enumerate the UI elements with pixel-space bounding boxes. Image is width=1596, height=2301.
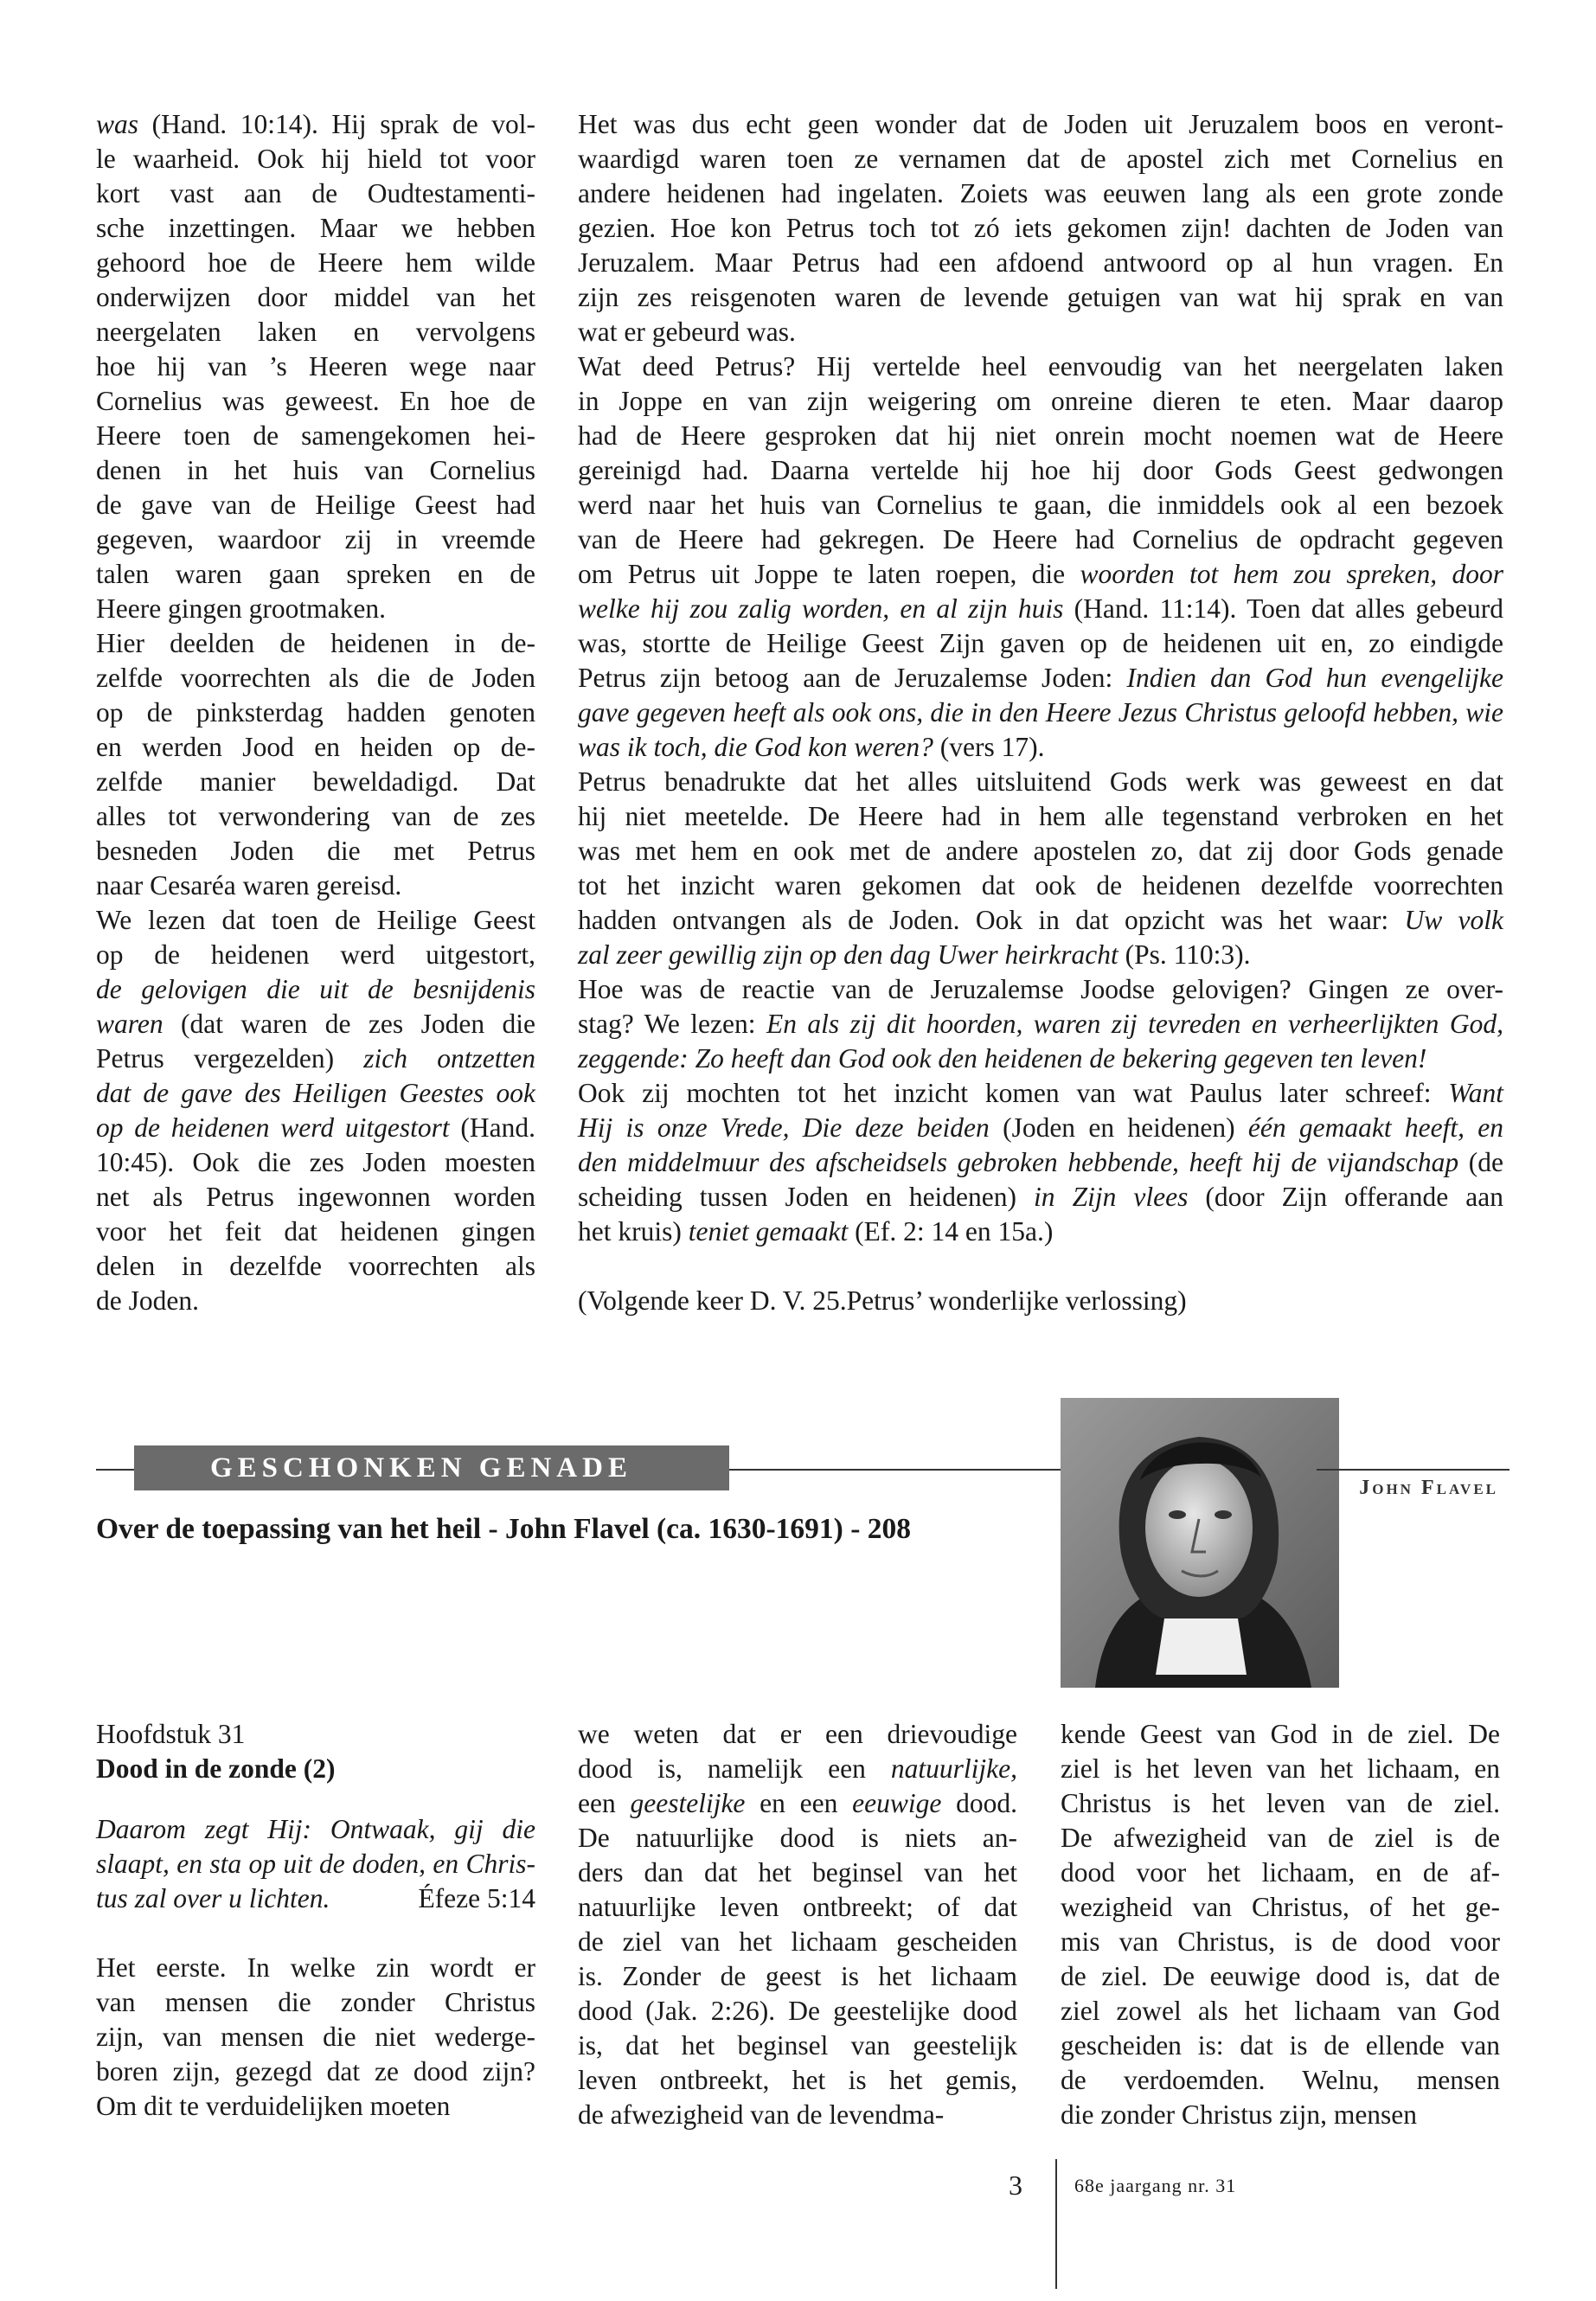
body-text: andere heidenen had ingelaten. Zoiets was eeuwen lang als een grote zonde (578, 178, 1503, 208)
body-text: is. Zonder de geest is het lichaam (578, 1961, 1017, 1991)
text-line (578, 765, 1503, 799)
body-text: van mensen die zonder Christus (96, 1987, 535, 2017)
italic-quote-text: eeuwige (852, 1788, 942, 1818)
text-line (96, 1951, 535, 1985)
body-text: Heere toen de samengekomen hei- (96, 420, 535, 451)
italic-quote-text: welke hij zou zalig worden, en al zijn huis (578, 593, 1064, 624)
body-text: voor het feit dat heidenen gingen (96, 1216, 535, 1247)
footer-divider (1055, 2159, 1057, 2289)
text-line (578, 142, 1503, 176)
italic-quote-text: de gelovigen die uit de besnijdenis (96, 974, 535, 1004)
text-line (578, 2098, 1017, 2132)
body-text: stag? We lezen: (578, 1009, 766, 1039)
body-text: het kruis) (578, 1216, 689, 1247)
text-line (96, 1076, 535, 1111)
body-text: (Joden en heidenen) (989, 1112, 1248, 1143)
body-text: De natuurlijke dood is niets an- (578, 1823, 1017, 1853)
text-line (96, 799, 535, 834)
italic-quote-text: Hij is onze Vrede, Die deze beiden (578, 1112, 990, 1143)
chapter-label: Hoofdstuk 31 (96, 1719, 246, 1749)
paragraph (578, 1717, 1017, 2132)
text-line (96, 2020, 535, 2054)
body-text: Petrus vergezelden) (96, 1043, 364, 1074)
text-line (578, 695, 1503, 730)
issue-label: 68e jaargang nr. 31 (1074, 2175, 1237, 2196)
continued-article-right-column (578, 107, 1503, 1318)
text-line (96, 868, 535, 903)
paragraph (578, 107, 1503, 349)
text-line (578, 1215, 1503, 1249)
text-line (96, 557, 535, 592)
body-text: van de Heere had gekregen. De Heere had Cornelius de opdracht gegeven (578, 524, 1503, 554)
text-line (578, 211, 1503, 246)
body-text: Ook zij mochten tot het inzicht komen van wat Paulus later schreef: (578, 1078, 1449, 1108)
body-text: de ziel. De eeuwige dood is, dat de (1061, 1961, 1500, 1991)
body-text: 10:45). Ook die zes Joden moesten (96, 1147, 535, 1177)
text-line (578, 1752, 1017, 1786)
body-text: kort vast aan de Oudtestamenti- (96, 178, 535, 208)
text-line (96, 1145, 535, 1180)
body-text: de gave van de Heilige Geest had (96, 490, 535, 520)
body-text: in Joppe en van zijn weigering om onreine dieren te eten. Maar daarop (578, 386, 1503, 416)
body-text: Het eerste. In welke zin wordt er (96, 1952, 535, 1983)
body-text: de Joden. (96, 1285, 199, 1316)
body-text: ziel zowel als het lichaam van God (1061, 1996, 1500, 2026)
text-line (578, 280, 1503, 315)
epigraph-reference: Éfeze 5:14 (418, 1883, 535, 1913)
body-text: delen in dezelfde voorrechten als (96, 1251, 535, 1281)
text-line (96, 107, 535, 142)
body-text: is, dat het beginsel van geestelijk (578, 2030, 1017, 2061)
text-line (96, 176, 535, 211)
text-line (96, 1007, 535, 1042)
text-line (96, 1180, 535, 1215)
body-text: hij niet meetelde. De Heere had in hem alle tegenstand verbroken en het (578, 801, 1503, 831)
text-line (578, 972, 1503, 1007)
body-text: (de (1458, 1147, 1503, 1177)
epigraph-quote (96, 1812, 535, 1916)
text-line (578, 384, 1503, 419)
text-line (96, 972, 535, 1007)
body-text: le waarheid. Ook hij hield tot voor (96, 144, 535, 174)
text-line (96, 349, 535, 384)
body-text: een (578, 1788, 631, 1818)
body-text: (dat waren de zes Joden die (163, 1009, 535, 1039)
body-text: scheiding tussen Joden en heidenen) (578, 1182, 1035, 1212)
body-text: naar Cesaréa waren gereisd. (96, 870, 402, 901)
body-text: wezigheid van Christus, of het ge- (1061, 1892, 1500, 1922)
body-text: ders dan dat het beginsel van het (578, 1857, 1017, 1888)
italic-quote-text: was ik toch, die God kon weren? (578, 732, 933, 762)
text-line (96, 938, 535, 972)
paragraph (578, 972, 1503, 1076)
italic-quote-text: Indien dan God hun evengelijke (1126, 663, 1503, 693)
body-text: ziel is het leven van het lichaam, en (1061, 1753, 1500, 1784)
text-line (578, 1959, 1017, 1994)
author-portrait (1061, 1398, 1339, 1688)
epigraph-line: slaapt, en sta op uit de doden, en Chris- (96, 1849, 535, 1879)
body-text: denen in het huis van Cornelius (96, 455, 535, 485)
body-text: Het was dus echt geen wonder dat de Joden uit Jeruzalem boos en veront- (578, 109, 1503, 139)
text-line (578, 1180, 1503, 1215)
text-line (578, 661, 1503, 695)
text-line (96, 142, 535, 176)
body-text: Heere gingen grootmaken. (96, 593, 386, 624)
text-line (96, 1284, 535, 1318)
body-text: sche inzettingen. Maar we hebben (96, 213, 535, 243)
body-text: en een (745, 1788, 853, 1818)
paragraph (578, 1076, 1503, 1249)
text-line (1061, 1925, 1500, 1959)
text-line (578, 1890, 1017, 1925)
body-text: Wat deed Petrus? Hij vertelde heel eenvoudig van het neergelaten laken (578, 351, 1503, 381)
body-text: de verdoemden. Welnu, mensen (1061, 2065, 1500, 2095)
text-line (1061, 1717, 1500, 1752)
body-text: gehoord hoe de Heere hem wilde (96, 247, 535, 278)
text-line (578, 1925, 1017, 1959)
text-line (96, 522, 535, 557)
body-text: was, stortte de Heilige Geest Zijn gaven op de heidenen uit en, zo eindigde (578, 628, 1503, 658)
author-divider (1317, 1469, 1509, 1471)
body-text: om Petrus uit Joppe te laten roepen, die (578, 559, 1080, 589)
epigraph-line: Daarom zegt Hij: Ontwaak, gij die (96, 1814, 535, 1844)
body-text: kende Geest van God in de ziel. De (1061, 1719, 1500, 1749)
italic-quote-text: op de heidenen werd uitgestort (96, 1112, 450, 1143)
text-line (578, 1717, 1017, 1752)
body-text: was met hem en ook met de andere apostelen zo, dat zij door Gods genade (578, 836, 1503, 866)
body-text: waardigd waren toen ze vernamen dat de apostel zich met Cornelius en (578, 144, 1503, 174)
text-line (1061, 1752, 1500, 1786)
italic-quote-text: Want (1448, 1078, 1503, 1108)
text-line (578, 522, 1503, 557)
body-text: de afwezigheid van de levendma- (578, 2099, 945, 2130)
body-text: en werden Jood en heiden op de- (96, 732, 535, 762)
body-text: alles tot verwondering van de zes (96, 801, 535, 831)
body-text: Hoe was de reactie van de Jeruzalemse Joodse gelovigen? Gingen ze over- (578, 974, 1503, 1004)
italic-quote-text: dat de gave des Heiligen Geestes ook (96, 1078, 535, 1108)
epigraph-line: tus zal over u lichten. (96, 1883, 330, 1913)
body-text: gezien. Hoe kon Petrus toch tot zó iets gekomen zijn! dachten de Joden van (578, 213, 1503, 243)
next-installment-notice: (Volgende keer D. V. 25.Petrus’ wonderlijke verlossing) (578, 1285, 1187, 1316)
text-line (578, 799, 1503, 834)
text-line (578, 834, 1503, 868)
text-line (578, 246, 1503, 280)
text-line (578, 349, 1503, 384)
text-line (578, 107, 1503, 142)
body-text: dood is, namelijk een (578, 1753, 891, 1784)
continued-article-left-column (96, 107, 535, 1318)
text-line (96, 695, 535, 730)
page-number: 3 (1009, 2170, 1022, 2201)
body-text: (Hand. 11:14). Toen dat alles gebeurd (1063, 593, 1503, 624)
italic-quote-text: was (96, 109, 139, 139)
text-line (96, 1042, 535, 1076)
body-text: talen waren gaan spreken en de (96, 559, 535, 589)
text-line (96, 488, 535, 522)
body-text: zelfde voorrechten als die de Joden (96, 663, 535, 693)
text-line (578, 1076, 1503, 1111)
text-line (96, 315, 535, 349)
italic-quote-text: zal zeer gewillig zijn op den dag Uwer heirkracht (578, 939, 1118, 970)
italic-quote-text: Uw volk (1404, 905, 1503, 935)
text-line (1061, 1821, 1500, 1856)
body-text: op de heidenen werd uitgestort, (96, 939, 535, 970)
text-line (96, 384, 535, 419)
body-text: had de Heere gesproken dat hij niet onrein mocht noemen wat de Heere (578, 420, 1503, 451)
body-text: (door Zijn offerande aan (1188, 1182, 1503, 1212)
text-line (1061, 2063, 1500, 2098)
text-line (578, 1111, 1503, 1145)
paragraph (96, 1951, 535, 2124)
body-text: dood voor het lichaam, en de af- (1061, 1857, 1500, 1888)
text-line (578, 592, 1503, 626)
body-text: (Hand. 10:14). Hij sprak de vol- (138, 109, 535, 139)
italic-quote-text: in Zijn vlees (1034, 1182, 1189, 1212)
italic-quote-text: zich ontzetten (363, 1043, 535, 1074)
body-text: boren zijn, gezegd dat ze dood zijn? (96, 2056, 535, 2086)
text-line (96, 246, 535, 280)
text-line (96, 2054, 535, 2089)
text-line (96, 419, 535, 453)
italic-quote-text: gave gegeven heeft als ook ons, die in den Heere Jezus Christus geloofd hebben, wie (578, 697, 1503, 727)
text-line (578, 1821, 1017, 1856)
body-text: De afwezigheid van de ziel is de (1061, 1823, 1500, 1853)
body-text: (Ps. 110:3). (1118, 939, 1251, 970)
section-subtitle: Over de toepassing van het heil - John Flavel (ca. 1630-1691) - 208 (96, 1513, 911, 1545)
body-text: de ziel van het lichaam gescheiden (578, 1926, 1017, 1957)
text-line (578, 903, 1503, 938)
text-line (578, 2063, 1017, 2098)
text-line (578, 938, 1503, 972)
body-text: zijn, van mensen die niet wederge- (96, 2022, 535, 2052)
body-text: die zonder Christus zijn, mensen (1061, 2099, 1418, 2130)
paragraph (1061, 1717, 1500, 2132)
body-text: hadden ontvangen als de Joden. Ook in dat opzicht was het waar: (578, 905, 1405, 935)
body-text: Petrus benadrukte dat het alles uitsluitend Gods werk was geweest en dat (578, 766, 1503, 797)
italic-quote-text: waren (96, 1009, 163, 1039)
text-line (578, 1145, 1503, 1180)
text-line (96, 626, 535, 661)
text-line (578, 1856, 1017, 1890)
text-line (96, 1985, 535, 2020)
text-line (96, 730, 535, 765)
text-line (578, 1994, 1017, 2029)
body-text: leven ontbreekt, het is het gemis, (578, 2065, 1017, 2095)
body-text: Cornelius was geweest. En hoe de (96, 386, 535, 416)
paragraph (578, 765, 1503, 972)
italic-quote-text: En als zij dit hoorden, waren zij tevreden en verheerlijkten God, (766, 1009, 1503, 1039)
author-name-label: John Flavel (1359, 1477, 1498, 1499)
body-text: zelfde manier beweldadigd. Dat (96, 766, 535, 797)
body-text: dood (Jak. 2:26). De geestelijke dood (578, 1996, 1017, 2026)
text-line (578, 626, 1503, 661)
text-line (1061, 1959, 1500, 1994)
text-line (578, 557, 1503, 592)
italic-quote-text: één gemaakt heeft, en (1247, 1112, 1504, 1143)
paragraph (578, 349, 1503, 765)
body-text: (Hand. (449, 1112, 535, 1143)
text-line (96, 2089, 535, 2124)
body-text: mis van Christus, is de dood voor (1061, 1926, 1500, 1957)
text-line (96, 280, 535, 315)
text-line (1061, 1786, 1500, 1821)
italic-quote-text: geestelijke (630, 1788, 746, 1818)
text-line (1061, 2098, 1500, 2132)
body-text: Jeruzalem. Maar Petrus had een afdoend antwoord op al hun vragen. En (578, 247, 1503, 278)
italic-quote-text: den middelmuur des afscheidsels gebroken hebbende, heeft hij de vijandschap (578, 1147, 1459, 1177)
body-text: Christus is het leven van de ziel. (1061, 1788, 1500, 1818)
text-line (578, 730, 1503, 765)
body-text: We lezen dat toen de Heilige Geest (96, 905, 535, 935)
italic-quote-text: zeggende: Zo heeft dan God ook den heidenen de bekering gegeven ten leven! (578, 1043, 1427, 1074)
text-line (578, 488, 1503, 522)
text-line (96, 1111, 535, 1145)
body-text: wat er gebeurd was. (578, 317, 796, 347)
text-line (1061, 1890, 1500, 1925)
body-text: Om dit te verduidelijken moeten (96, 2091, 451, 2121)
article-column-1 (96, 1717, 535, 2124)
body-text: hoe hij van ’s Heeren wege naar (96, 351, 535, 381)
text-line (96, 834, 535, 868)
body-text: natuurlijke leven ontbreekt; of dat (578, 1892, 1017, 1922)
text-line (96, 592, 535, 626)
body-text: Hier deelden de heidenen in de- (96, 628, 535, 658)
text-line (578, 1042, 1503, 1076)
body-text: gereinigd had. Daarna vertelde hij hoe hij door Gods Geest gedwongen (578, 455, 1503, 485)
text-line (578, 1007, 1503, 1042)
text-line (96, 211, 535, 246)
paragraph (96, 903, 535, 1318)
body-text: onderwijzen door middel van het (96, 282, 535, 312)
text-line (96, 1215, 535, 1249)
body-text: zijn zes reisgenoten waren de levende getuigen van wat hij sprak en van (578, 282, 1503, 312)
text-line (1061, 2029, 1500, 2063)
text-line (578, 453, 1503, 488)
text-line (578, 1786, 1017, 1821)
article-column-2 (578, 1717, 1017, 2132)
body-text: op de pinksterdag hadden genoten (96, 697, 535, 727)
text-line (96, 453, 535, 488)
text-line (578, 176, 1503, 211)
body-text: besneden Joden die met Petrus (96, 836, 535, 866)
text-line (1061, 1994, 1500, 2029)
paragraph (96, 626, 535, 903)
body-text: Petrus zijn betoog aan de Jeruzalemse Joden: (578, 663, 1127, 693)
text-line (578, 315, 1503, 349)
body-text: gescheiden is: dat is de ellende van (1061, 2030, 1500, 2061)
text-line (96, 1249, 535, 1284)
text-line (96, 903, 535, 938)
body-text: we weten dat er een drievoudige (578, 1719, 1017, 1749)
text-line (578, 2029, 1017, 2063)
italic-quote-text: woorden tot hem zou spreken, door (1080, 559, 1503, 589)
paragraph (96, 107, 535, 626)
text-line (96, 661, 535, 695)
chapter-title: Dood in de zonde (2) (96, 1753, 336, 1784)
italic-quote-text: natuurlijke, (890, 1753, 1017, 1784)
body-text: dood. (941, 1788, 1017, 1818)
text-line (1061, 1856, 1500, 1890)
article-column-3 (1061, 1717, 1500, 2132)
body-text: neergelaten laken en vervolgens (96, 317, 535, 347)
body-text: net als Petrus ingewonnen worden (96, 1182, 535, 1212)
body-text: tot het inzicht waren gekomen dat ook de heidenen dezelfde voorrechten (578, 870, 1503, 901)
body-text: (Ef. 2: 14 en 15a.) (848, 1216, 1054, 1247)
body-text: (vers 17). (933, 732, 1045, 762)
body-text: gegeven, waardoor zij in vreemde (96, 524, 535, 554)
text-line (578, 868, 1503, 903)
italic-quote-text: teniet gemaakt (688, 1216, 849, 1247)
body-text: werd naar het huis van Cornelius te gaan, die inmiddels ook al een bezoek (578, 490, 1503, 520)
text-line (96, 765, 535, 799)
text-line (578, 419, 1503, 453)
section-banner: GESCHONKEN GENADE (134, 1445, 729, 1490)
